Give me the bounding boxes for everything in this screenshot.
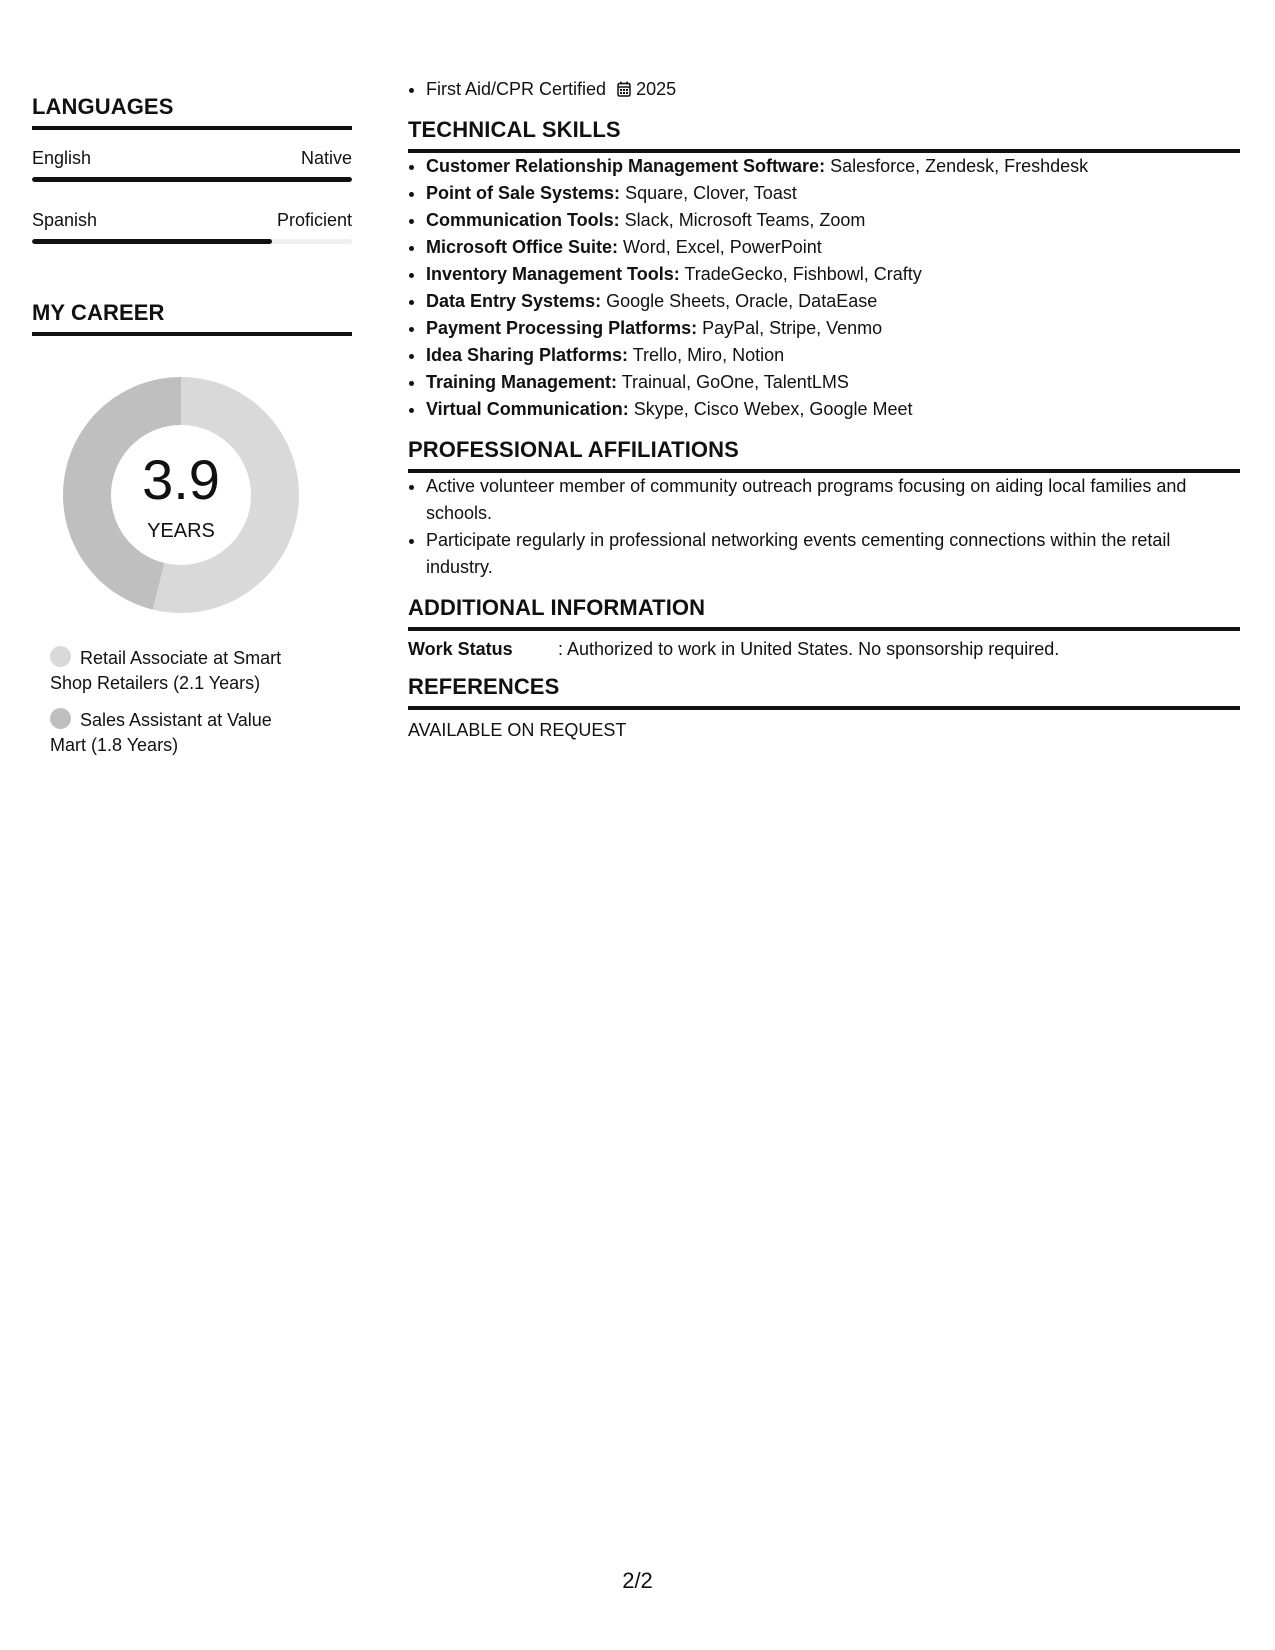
- language-level: Proficient: [276, 210, 352, 230]
- languages-title: LANGUAGES: [32, 94, 352, 130]
- career-title: MY CAREER: [32, 300, 352, 336]
- skill-category: Customer Relationship Management Software:: [426, 156, 826, 176]
- calendar-icon: [617, 81, 631, 97]
- skill-item: [426, 153, 1240, 180]
- language-bar: [32, 239, 352, 244]
- skill-category: Training Management:: [426, 372, 618, 392]
- technical-skills-title: TECHNICAL SKILLS: [408, 117, 1240, 153]
- technical-skills-section: [408, 117, 1240, 423]
- left-column: [32, 78, 352, 770]
- skill-values: Trello, Miro, Notion: [628, 345, 785, 365]
- skill-category: Virtual Communication:: [426, 399, 629, 419]
- affiliations-section: [408, 437, 1240, 581]
- references-title: REFERENCES: [408, 674, 1240, 710]
- certification-name: First Aid/CPR Certified: [426, 79, 607, 99]
- skill-item: [426, 315, 1240, 342]
- language-bar-fill: [32, 239, 272, 244]
- career-section: [32, 300, 352, 758]
- language-name: English: [32, 148, 92, 168]
- skill-item: [426, 234, 1240, 261]
- skill-values: Salesforce, Zendesk, Freshdesk: [825, 156, 1089, 176]
- skill-item: [426, 288, 1240, 315]
- skill-category: Payment Processing Platforms:: [426, 318, 698, 338]
- language-bar: [32, 177, 352, 182]
- skill-values: PayPal, Stripe, Venmo: [697, 318, 883, 338]
- skill-item: [426, 369, 1240, 396]
- skill-item: [426, 207, 1240, 234]
- skill-item: [426, 180, 1240, 207]
- skill-category: Point of Sale Systems:: [426, 183, 621, 203]
- legend-item: [50, 646, 310, 696]
- legend-label: Retail Associate at Smart Shop Retailers (2.1 Years): [50, 648, 282, 693]
- references-text: AVAILABLE ON REQUEST: [408, 720, 627, 740]
- legend-dot: [50, 708, 71, 729]
- skill-values: Square, Clover, Toast: [620, 183, 797, 203]
- language-english: [32, 148, 352, 182]
- skill-item: [426, 396, 1240, 423]
- legend-item: [50, 708, 310, 758]
- references-section: [408, 674, 1240, 741]
- career-legend: [50, 646, 310, 758]
- language-bar-fill: [32, 177, 352, 182]
- skill-values: Google Sheets, Oracle, DataEase: [601, 291, 878, 311]
- skill-item: [426, 342, 1240, 369]
- affiliations-title: PROFESSIONAL AFFILIATIONS: [408, 437, 1240, 473]
- career-donut-chart: [56, 370, 306, 620]
- legend-label: Sales Assistant at Value Mart (1.8 Years): [50, 710, 272, 755]
- page-number: 2/2: [622, 1568, 653, 1593]
- skill-category: Data Entry Systems:: [426, 291, 602, 311]
- affiliation-item: • Participate regularly in professional networking events cementing connections within the retail industry.: [426, 527, 1240, 581]
- languages-section: [32, 94, 352, 244]
- donut-center: [56, 370, 306, 620]
- technical-skills-list: [408, 153, 1240, 423]
- skill-values: Word, Excel, PowerPoint: [618, 237, 822, 257]
- work-status-value: : Authorized to work in United States. No sponsorship required.: [558, 639, 1060, 659]
- right-column: [408, 76, 1240, 741]
- work-status-label: Work Status: [408, 639, 513, 659]
- certification-year: 2025: [636, 79, 677, 99]
- skill-category: Inventory Management Tools:: [426, 264, 680, 284]
- skill-category: Microsoft Office Suite:: [426, 237, 619, 257]
- career-years-unit: YEARS: [147, 520, 215, 542]
- legend-dot: [50, 646, 71, 667]
- skill-values: Slack, Microsoft Teams, Zoom: [619, 210, 866, 230]
- career-total-years: 3.9: [142, 448, 220, 511]
- skill-values: TradeGecko, Fishbowl, Crafty: [679, 264, 922, 284]
- skill-category: Idea Sharing Platforms:: [426, 345, 629, 365]
- additional-info-section: [408, 595, 1240, 660]
- language-spanish: [32, 210, 352, 244]
- language-level: Native: [300, 148, 352, 168]
- skill-item: [426, 261, 1240, 288]
- language-name: Spanish: [32, 210, 98, 230]
- affiliation-item: • Active volunteer member of community outreach programs focusing on aiding local families and schools.: [426, 473, 1240, 527]
- affiliations-list: [408, 473, 1240, 581]
- certification-item: [426, 76, 1240, 103]
- skill-values: Skype, Cisco Webex, Google Meet: [628, 399, 913, 419]
- skill-values: Trainual, GoOne, TalentLMS: [617, 372, 849, 392]
- work-status-row: [408, 639, 1240, 660]
- certifications-list: [408, 76, 1240, 103]
- additional-info-title: ADDITIONAL INFORMATION: [408, 595, 1240, 631]
- skill-category: Communication Tools:: [426, 210, 620, 230]
